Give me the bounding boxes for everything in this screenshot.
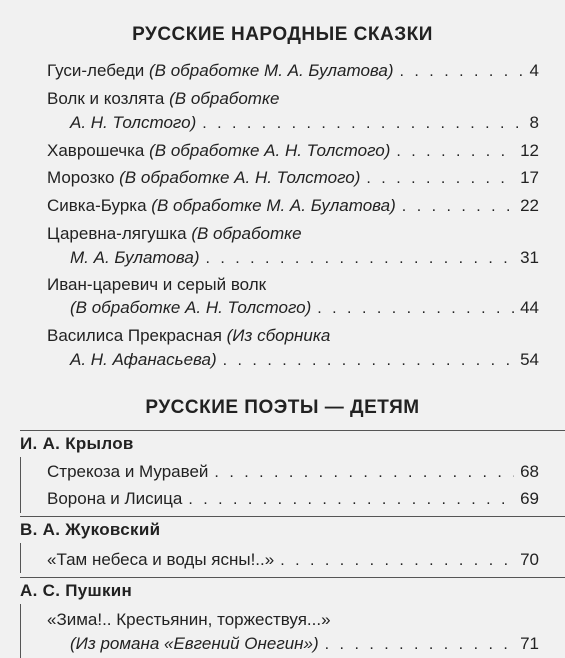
toc-entry-vorona[interactable] — [47, 488, 539, 510]
dot-leader — [325, 634, 514, 656]
entry-page: 54 — [520, 350, 539, 369]
entry-source-line2: А. Н. Толстого) — [70, 113, 197, 132]
dot-leader — [366, 168, 514, 190]
dot-leader — [280, 550, 514, 572]
toc-entry-gusi-lebedi[interactable] — [47, 60, 539, 82]
entry-title: Ворона и Лисица — [47, 489, 183, 508]
entry-source-line1: (В обработке — [169, 89, 280, 108]
section-title-poets: РУССКИЕ ПОЭТЫ — ДЕТЯМ — [145, 397, 420, 418]
entry-title: Морозко — [47, 168, 115, 187]
dot-leader — [205, 248, 514, 270]
entry-page: 68 — [520, 462, 539, 481]
entry-source-line1: (Из сборника — [226, 326, 331, 345]
toc-entry-vasilisa-cont — [70, 349, 539, 371]
entry-source: (Из романа «Евгений Онегин») — [70, 634, 319, 653]
entry-page: 17 — [520, 168, 539, 187]
author-pushkin: А. С. Пушкин — [20, 581, 133, 600]
entry-title: Волк и козлята — [47, 89, 165, 108]
bracket-line — [20, 604, 21, 658]
entry-source-line2: А. Н. Афанасьева) — [70, 350, 217, 369]
entry-source-line2: (В обработке А. Н. Толстого) — [70, 298, 312, 317]
entry-title: «Там небеса и воды ясны!..» — [47, 550, 275, 569]
entry-page: 71 — [520, 634, 539, 653]
divider — [20, 430, 565, 431]
bracket-line — [20, 457, 21, 513]
dot-leader — [400, 61, 524, 83]
entry-title: Царевна-лягушка — [47, 224, 187, 243]
entry-page: 4 — [529, 61, 539, 80]
bracket-line — [20, 543, 21, 573]
divider — [20, 577, 565, 578]
entry-page: 8 — [529, 113, 539, 132]
entry-page: 70 — [520, 550, 539, 569]
entry-title: Сивка-Бурка — [47, 196, 147, 215]
entry-source: (В обработке А. Н. Толстого) — [119, 168, 361, 187]
entry-title: Хаврошечка — [47, 141, 145, 160]
entry-source: (В обработке М. А. Булатова) — [149, 61, 394, 80]
entry-title: Гуси-лебеди — [47, 61, 145, 80]
entry-source: (В обработке А. Н. Толстого) — [149, 141, 391, 160]
author-zhukovsky: В. А. Жуковский — [20, 520, 161, 539]
entry-page: 12 — [520, 141, 539, 160]
dot-leader — [402, 196, 514, 218]
section-title-folk-tales: РУССКИЕ НАРОДНЫЕ СКАЗКИ — [132, 24, 433, 45]
entry-page: 22 — [520, 196, 539, 215]
toc-entry-tsarevna-lyagushka-cont — [70, 247, 539, 269]
toc-entry-strekoza[interactable] — [47, 461, 539, 483]
dot-leader — [317, 298, 514, 320]
dot-leader — [396, 141, 514, 163]
toc-entry-tsarevna-lyagushka[interactable] — [47, 223, 539, 245]
toc-entry-ivan-tsarevich[interactable] — [47, 274, 539, 296]
entry-title: Иван-царевич и серый волк — [47, 275, 267, 294]
toc-entry-sivka-burka[interactable] — [47, 195, 539, 217]
toc-entry-vasilisa[interactable] — [47, 325, 539, 347]
dot-leader — [202, 113, 523, 135]
entry-title: «Зима!.. Крестьянин, торжествуя...» — [47, 610, 331, 629]
dot-leader — [188, 489, 514, 511]
dot-leader — [214, 462, 514, 484]
entry-page: 69 — [520, 489, 539, 508]
entry-page: 44 — [520, 298, 539, 317]
toc-entry-volk-i-kozlyata-cont — [70, 112, 539, 134]
toc-entry-ivan-tsarevich-cont — [70, 297, 539, 319]
entry-source: (В обработке М. А. Булатова) — [151, 196, 396, 215]
entry-page: 31 — [520, 248, 539, 267]
toc-entry-volk-i-kozlyata[interactable] — [47, 88, 539, 110]
toc-entry-tam-nebesa[interactable] — [47, 549, 539, 571]
entry-source-line2: М. А. Булатова) — [70, 248, 200, 267]
toc-entry-zima[interactable] — [47, 609, 539, 631]
entry-title: Стрекоза и Муравей — [47, 462, 209, 481]
toc-entry-morozko[interactable] — [47, 167, 539, 189]
entry-title: Василиса Прекрасная — [47, 326, 222, 345]
author-krylov: И. А. Крылов — [20, 434, 134, 453]
divider — [20, 516, 565, 517]
entry-source-line1: (В обработке — [191, 224, 302, 243]
dot-leader — [223, 350, 514, 372]
toc-entry-zima-cont — [70, 633, 539, 655]
toc-entry-khavroshechka[interactable] — [47, 140, 539, 162]
